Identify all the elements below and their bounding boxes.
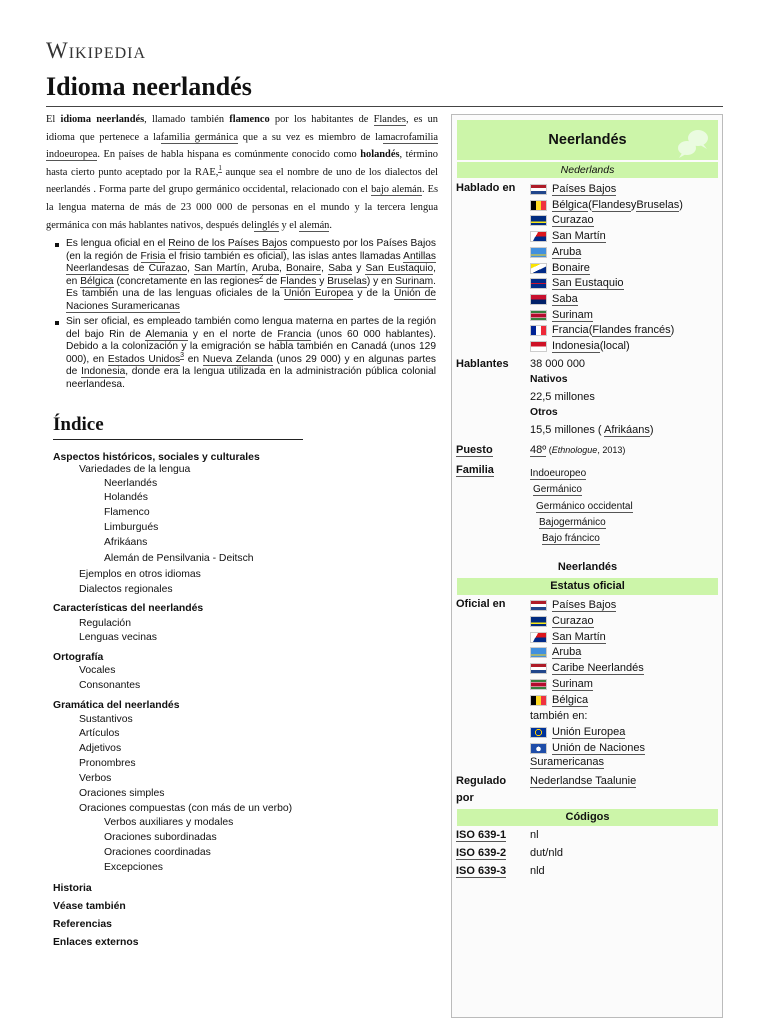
code-label-iso-639-3[interactable]: ISO 639-3 bbox=[456, 865, 507, 877]
link-flandes[interactable]: Flandes bbox=[591, 198, 631, 211]
curacao-flag-icon bbox=[530, 215, 547, 226]
list-item: Es lengua oficial en el Reino de los Países Bajos compuesto por los Países Bajos (en la región de Frisia el frisio también es oficial), las islas antes llamadas Antillas Neerlandesas de Curazao, San Martín, Aruba, Bonaire, Saba y San Eustaquio, en Bélgica (concretamente en las regiones$^2$ de Flandes y Bruselas) y en Surinam. Es también una de las lenguas oficiales de la Unión Europea y de la Unión de Naciones Suramericanas bbox=[54, 238, 436, 313]
country-row-curazao bbox=[530, 614, 594, 628]
link-san-martin[interactable]: San Martín bbox=[552, 229, 606, 242]
link-flandes-frances[interactable]: Flandes francés bbox=[592, 323, 671, 336]
toc-item-historia[interactable]: Historia bbox=[53, 883, 92, 894]
infobox bbox=[451, 114, 723, 1018]
toc-item-aspectos-historicos-sociales-y-culturales[interactable]: Aspectos históricos, sociales y culturales bbox=[53, 452, 260, 463]
toc-item-dialectos-regionales[interactable]: Dialectos regionales bbox=[79, 584, 173, 595]
link-reino-paises-bajos[interactable]: Reino de los Países Bajos bbox=[168, 238, 288, 249]
link-antillas-neerlandesas[interactable]: Antillas Neerlandesas bbox=[66, 250, 436, 274]
speakers-label: Hablantes bbox=[456, 358, 509, 370]
link-union-de-naciones[interactable]: Unión de Naciones bbox=[552, 741, 645, 754]
country-row-indonesia: Indonesia (local) bbox=[530, 339, 630, 353]
wikipedia-logo[interactable]: Wikipedia bbox=[46, 38, 147, 63]
country-row-curazao bbox=[530, 213, 594, 227]
country-row-paises-bajos bbox=[530, 182, 616, 196]
toc-item-neerlandes[interactable]: Neerlandés bbox=[104, 478, 158, 489]
aruba-flag-icon bbox=[530, 247, 547, 258]
link-caribe-neerlandes[interactable]: Caribe Neerlandés bbox=[552, 661, 644, 674]
link-bajo-aleman[interactable]: bajo alemán bbox=[371, 184, 422, 196]
link-paises-bajos[interactable]: Países Bajos bbox=[552, 598, 617, 611]
ref-2[interactable]: 2 bbox=[259, 274, 264, 282]
toc-item-verbos[interactable]: Verbos bbox=[79, 773, 112, 784]
rank-link[interactable]: 48º bbox=[530, 444, 547, 456]
link-san-eustaquio[interactable]: San Eustaquio bbox=[552, 276, 624, 289]
spoken-in-label: Hablado en bbox=[456, 182, 516, 194]
link-indonesia[interactable]: Indonesia bbox=[81, 366, 126, 377]
belgium-flag-icon bbox=[530, 200, 547, 211]
title-divider bbox=[46, 106, 723, 107]
country-row-francia: Francia ( Flandes francés ) bbox=[530, 323, 674, 337]
speakers-total: 38 000 000 bbox=[530, 358, 586, 370]
country-row-union-de-naciones bbox=[530, 741, 645, 755]
link-francia[interactable]: Francia bbox=[552, 323, 589, 336]
toc-item-gramatica-del-neerlandes[interactable]: Gramática del neerlandés bbox=[53, 700, 180, 711]
code-value-iso-639-3: nld bbox=[530, 865, 545, 877]
toc-item-consonantes[interactable]: Consonantes bbox=[79, 680, 141, 691]
saba-flag-icon bbox=[530, 294, 547, 305]
country-row-belgica: Bélgica ( Flandes y Bruselas ) bbox=[530, 198, 683, 212]
toc-item-ejemplos-en-otros-idiomas[interactable]: Ejemplos en otros idiomas bbox=[79, 569, 201, 580]
country-row-bonaire bbox=[530, 261, 590, 275]
link-paises-bajos[interactable]: Países Bajos bbox=[552, 182, 617, 195]
link-bonaire[interactable]: Bonaire bbox=[286, 263, 322, 274]
link-indonesia[interactable]: Indonesia bbox=[552, 339, 600, 352]
link-san-eustaquio[interactable]: San Eustaquio bbox=[365, 263, 434, 274]
toc-item-aleman-de-pensilvania-deitsch[interactable]: Alemán de Pensilvania - Deitsch bbox=[104, 553, 254, 564]
toc-item-vocales[interactable]: Vocales bbox=[79, 665, 116, 676]
country-row-paises-bajos bbox=[530, 598, 616, 612]
ref-3[interactable]: 3 bbox=[180, 352, 185, 360]
link-taalunie[interactable]: Nederlandse Taalunie bbox=[530, 775, 637, 787]
caribbean-netherlands-flag-icon bbox=[530, 663, 547, 674]
link-bonaire[interactable]: Bonaire bbox=[552, 261, 590, 274]
toc-item-afrikaans[interactable]: Afrikáans bbox=[104, 537, 148, 548]
link-ingles[interactable]: inglés bbox=[254, 219, 279, 231]
link-frisia[interactable]: Frisia bbox=[140, 250, 166, 262]
toc-item-lenguas-vecinas[interactable]: Lenguas vecinas bbox=[79, 632, 157, 643]
toc-item-caracteristicas-del-neerlandes[interactable]: Características del neerlandés bbox=[53, 603, 204, 614]
regulated-label-2: por bbox=[456, 792, 474, 804]
belgium-flag-icon bbox=[530, 695, 547, 706]
country-row-belgica bbox=[530, 693, 588, 707]
link-suramericanas[interactable]: Suramericanas bbox=[530, 756, 604, 768]
regulated-label-1: Regulado bbox=[456, 775, 507, 787]
country-row-aruba bbox=[530, 245, 581, 259]
also-in-label: también en: bbox=[530, 710, 588, 722]
other-speakers-label: Otros bbox=[530, 407, 558, 418]
family-germanico[interactable]: Germánico bbox=[533, 484, 582, 495]
toc-item-vease-tambien[interactable]: Véase también bbox=[53, 901, 126, 912]
link-flandes[interactable]: Flandes bbox=[373, 114, 406, 125]
toc-item-referencias[interactable]: Referencias bbox=[53, 919, 112, 930]
link-san-martin[interactable]: San Martín bbox=[552, 630, 606, 643]
native-speakers-label: Nativos bbox=[530, 374, 568, 385]
family-germanico-occidental[interactable]: Germánico occidental bbox=[536, 501, 633, 512]
code-value-iso-639-2: dut/nld bbox=[530, 847, 564, 859]
family-leaf: Neerlandés bbox=[557, 561, 618, 573]
native-speakers-value: 22,5 millones bbox=[530, 391, 595, 403]
rank-label[interactable]: Puesto bbox=[456, 444, 493, 456]
country-row-san-martin bbox=[530, 630, 606, 644]
link-curazao[interactable]: Curazao bbox=[552, 614, 594, 627]
link-flandes[interactable]: Flandes bbox=[280, 275, 317, 287]
official-in-label: Oficial en bbox=[456, 598, 506, 610]
native-name: Nederlands bbox=[457, 162, 718, 178]
sint-maarten-flag-icon bbox=[530, 632, 547, 643]
link-macrofamilia-indoeuropea[interactable]: macrofamilia indoeuropea bbox=[46, 131, 438, 161]
suriname-flag-icon bbox=[530, 310, 547, 321]
country-row-saba bbox=[530, 292, 578, 306]
link-aruba[interactable]: Aruba bbox=[251, 263, 280, 274]
link-surinam[interactable]: Surinam bbox=[552, 308, 593, 321]
sint-maarten-flag-icon bbox=[530, 231, 547, 242]
link-curazao[interactable]: Curazao bbox=[148, 263, 188, 274]
toc-item-holandes[interactable]: Holandés bbox=[104, 492, 148, 503]
toc-item-oraciones-coordinadas[interactable]: Oraciones coordinadas bbox=[104, 847, 211, 858]
link-aleman[interactable]: alemán bbox=[299, 219, 330, 231]
link-saba[interactable]: Saba bbox=[552, 292, 578, 305]
toc-item-excepciones[interactable]: Excepciones bbox=[104, 862, 163, 873]
country-row-san-martin bbox=[530, 229, 606, 243]
link-familia-germanica[interactable]: familia germánica bbox=[160, 131, 239, 143]
official-status-heading: Estatus oficial bbox=[457, 578, 718, 595]
link-union-europea[interactable]: Unión Europea bbox=[552, 725, 626, 738]
family-indoeuropeo[interactable]: Indoeuropeo bbox=[530, 468, 587, 479]
ref-1[interactable]: 1 bbox=[218, 164, 222, 173]
toc-item-sustantivos[interactable]: Sustantivos bbox=[79, 714, 133, 725]
bullet-list bbox=[54, 238, 436, 394]
toc-item-articulos[interactable]: Artículos bbox=[79, 728, 120, 739]
infobox-title bbox=[457, 120, 718, 160]
link-belgica[interactable]: Bélgica bbox=[80, 275, 114, 287]
country-row-surinam bbox=[530, 308, 593, 322]
toc-item-ortografia[interactable]: Ortografía bbox=[53, 652, 104, 663]
link-curazao[interactable]: Curazao bbox=[552, 213, 594, 226]
link-belgica[interactable]: Bélgica bbox=[552, 198, 589, 211]
family-label[interactable]: Familia bbox=[456, 464, 494, 476]
link-belgica[interactable]: Bélgica bbox=[552, 693, 589, 706]
infobox-title-text: Neerlandés bbox=[548, 132, 627, 148]
toc-title: Índice bbox=[53, 414, 303, 440]
suriname-flag-icon bbox=[530, 679, 547, 690]
toc-item-regulacion[interactable]: Regulación bbox=[79, 618, 131, 629]
list-item: Sin ser oficial, es empleado también como lengua materna en partes de la región del bajo Rin de Alemania y en el norte de Francia (unos 60 000 hablantes). Debido a la colonización y la emigración se habla también en Canadá (unos 129 000), en Estados Unidos$^3$ en Nueva Zelanda (unos 29 000) y en algunas partes de Indonesia, donde era la lengua utilizada en la administración pública colonial neerlandesa. bbox=[54, 316, 436, 391]
toc-item-pronombres[interactable]: Pronombres bbox=[79, 758, 136, 769]
link-alemania[interactable]: Alemania bbox=[145, 328, 188, 340]
other-speakers-value: 15,5 millones ( Afrikáans) bbox=[530, 424, 654, 436]
link-surinam[interactable]: Surinam bbox=[395, 275, 434, 287]
toc-item-flamenco[interactable]: Flamenco bbox=[104, 507, 150, 518]
also-in-continuation bbox=[530, 756, 604, 768]
code-label-iso-639-2[interactable]: ISO 639-2 bbox=[456, 847, 507, 859]
country-row-caribe-neerlandes bbox=[530, 661, 644, 675]
link-francia[interactable]: Francia bbox=[277, 328, 312, 340]
curacao-flag-icon bbox=[530, 616, 547, 627]
country-row-aruba bbox=[530, 645, 581, 659]
link-surinam[interactable]: Surinam bbox=[552, 677, 593, 690]
bonaire-flag-icon bbox=[530, 263, 547, 274]
indonesia-flag-icon bbox=[530, 341, 547, 352]
link-bruselas[interactable]: Bruselas bbox=[636, 198, 680, 211]
link-san-martin[interactable]: San Martín bbox=[194, 263, 246, 274]
link-afrikaans[interactable]: Afrikáans bbox=[603, 424, 650, 436]
codes-heading: Códigos bbox=[457, 809, 718, 826]
regulated-value bbox=[530, 775, 636, 787]
eu-flag-icon bbox=[530, 727, 547, 738]
toc-item-oraciones-simples[interactable]: Oraciones simples bbox=[79, 788, 165, 799]
toc-item-limburgues[interactable]: Limburgués bbox=[104, 522, 159, 533]
netherlands-flag-icon bbox=[530, 600, 547, 611]
toc-item-adjetivos[interactable]: Adjetivos bbox=[79, 743, 122, 754]
link-estados-unidos[interactable]: Estados Unidos bbox=[107, 353, 181, 365]
sint-eustatius-flag-icon bbox=[530, 278, 547, 289]
country-row-surinam bbox=[530, 677, 593, 691]
family-bajogermanico[interactable]: Bajogermánico bbox=[539, 517, 606, 528]
toc-item-verbos-auxiliares-y-modales[interactable]: Verbos auxiliares y modales bbox=[104, 817, 234, 828]
toc-item-enlaces-externos[interactable]: Enlaces externos bbox=[53, 937, 139, 948]
code-label-iso-639-1[interactable]: ISO 639-1 bbox=[456, 829, 507, 841]
unasur-flag-icon bbox=[530, 743, 547, 754]
netherlands-flag-icon bbox=[530, 184, 547, 195]
toc-item-oraciones-subordinadas[interactable]: Oraciones subordinadas bbox=[104, 832, 217, 843]
intro-paragraph: El idioma neerlandés, llamado también flamenco por los habitantes de Flandes, es un idioma que pertenece a lafamilia germánica que a su vez es miembro de lamacrofamilia indoeuropea. En países de habla hispana es comúnmente conocido como holandés, término hasta cierto punto aceptado por la RAE,$^1$ aunque sea el nombre de uno de los dialectos del neerlandés . Forma parte del grupo germánico occidental, relacionado con el bajo alemán. Es la lengua materna de más de 23 000 000 de personas en el mundo y la tercera lengua germánica con más hablantes nativos, después delinglés y el alemán. bbox=[46, 114, 438, 231]
link-bruselas[interactable]: Bruselas bbox=[327, 275, 367, 287]
link-saba[interactable]: Saba bbox=[328, 263, 352, 274]
link-unasur[interactable]: Unión de Naciones Suramericanas bbox=[66, 288, 437, 312]
france-flag-icon bbox=[530, 325, 547, 336]
link-aruba[interactable]: Aruba bbox=[552, 645, 582, 658]
country-row-san-eustaquio bbox=[530, 276, 624, 290]
toc-item-variedades-de-la-lengua[interactable]: Variedades de la lengua bbox=[79, 464, 191, 475]
family-bajo-francico[interactable]: Bajo fráncico bbox=[542, 533, 600, 544]
code-value-iso-639-1: nl bbox=[530, 829, 539, 841]
link-nueva-zelanda[interactable]: Nueva Zelanda bbox=[202, 353, 273, 365]
rank-value: 48º (Ethnologue, 2013) bbox=[530, 444, 626, 456]
page-title: Idioma neerlandés bbox=[46, 72, 252, 101]
link-aruba[interactable]: Aruba bbox=[552, 245, 582, 258]
country-row-union-europea bbox=[530, 725, 625, 739]
speech-bubbles-icon bbox=[676, 128, 710, 160]
aruba-flag-icon bbox=[530, 647, 547, 658]
toc-item-oraciones-compuestas-con-mas-de-un-verbo[interactable]: Oraciones compuestas (con más de un verbo) bbox=[79, 803, 293, 814]
link-union-europea[interactable]: Unión Europea bbox=[284, 288, 354, 299]
